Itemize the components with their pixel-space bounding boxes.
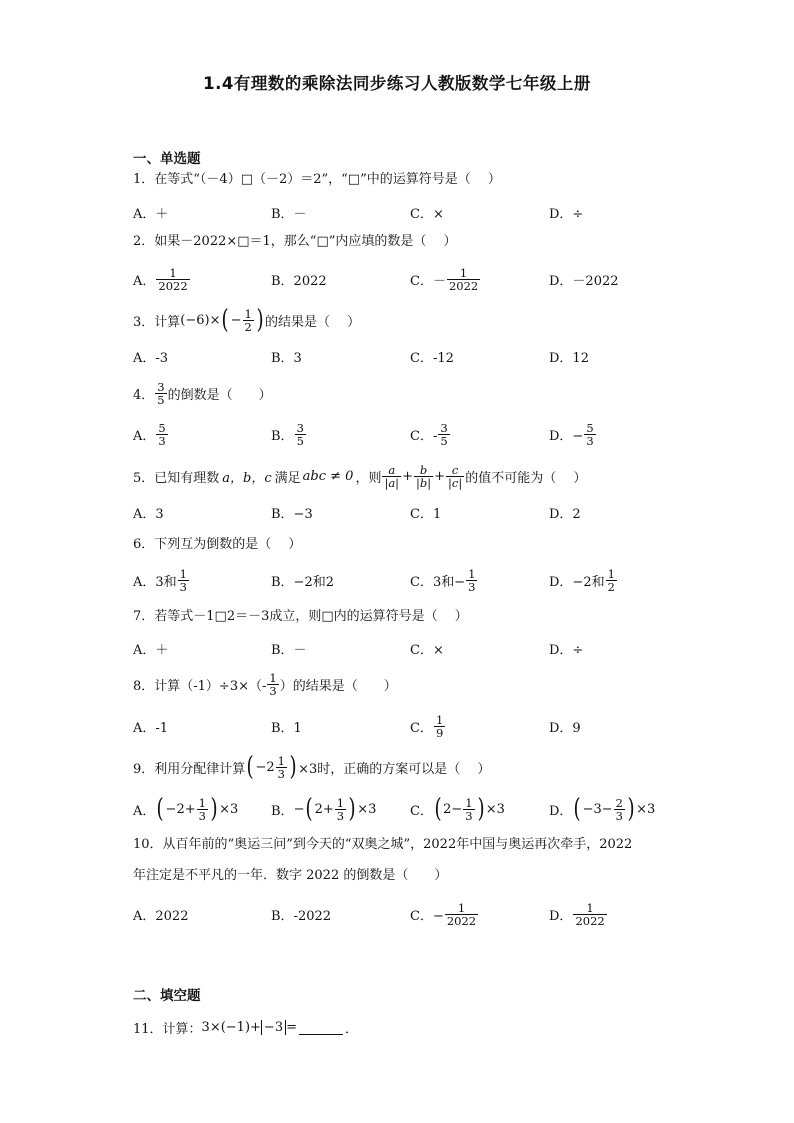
q2-option-c[interactable] (410, 264, 481, 294)
q11-stem-a: 11．计算： (133, 1021, 202, 1037)
q4-b-prefix: B． (271, 428, 294, 444)
q3-stem-b: (−6)× (180, 312, 221, 328)
left-paren: ( (156, 794, 165, 824)
q2-option-b[interactable]: B．2022 (271, 273, 327, 289)
q4-d-prefix: D．− (549, 428, 584, 444)
q10-option-b[interactable]: B．-2022 (271, 908, 332, 924)
q9-c-fraction (463, 797, 474, 822)
q10-d-fraction (573, 902, 606, 927)
q3-fraction (243, 308, 254, 333)
q3-stem-c: − (230, 312, 242, 328)
q7-option-d[interactable]: D．÷ (549, 642, 584, 658)
q9-den: 3 (277, 766, 285, 781)
question-7-stem: 7．若等式－1□2＝－3成立，则□内的运算符号是（ ） (133, 609, 468, 624)
q6-option-c[interactable] (410, 565, 478, 595)
q2-a-prefix: A． (133, 273, 156, 289)
q9-a-tail: ×3 (219, 801, 239, 817)
q5-fc-num: c (451, 462, 459, 477)
q10-option-a[interactable]: A．2022 (133, 908, 189, 924)
question-7-options (133, 633, 693, 663)
right-paren: ) (477, 794, 485, 824)
q6-option-a[interactable] (133, 565, 190, 595)
q2-a-fraction (156, 267, 189, 292)
q9-option-a[interactable] (133, 794, 238, 824)
q6-c-text: C．3和− (410, 574, 466, 590)
q5-option-b[interactable]: B．−3 (271, 506, 313, 522)
question-8-options (133, 711, 693, 741)
q5-stem-d: 的值不可能为（ ） (465, 470, 587, 486)
left-paren: ( (305, 794, 314, 824)
q9-c-den: 3 (465, 808, 473, 823)
q7-option-b[interactable]: B．－ (271, 642, 307, 658)
right-paren: ) (256, 305, 264, 335)
q8-c-num: 1 (435, 712, 444, 727)
q3-option-a[interactable]: A．-3 (133, 350, 169, 366)
question-10-options (133, 899, 693, 929)
question-6-stem: 6．下列互为倒数的是（ ） (133, 537, 302, 552)
q4-stem-b: 的倒数是（ ） (167, 387, 272, 403)
q4-stem-a: 4． (133, 387, 155, 403)
q9-c-label: C． (410, 803, 433, 819)
q8-option-d[interactable]: D．9 (549, 720, 581, 736)
q9-d-label: D． (549, 803, 573, 819)
q9-option-b[interactable] (271, 794, 376, 824)
q8-fraction (267, 672, 278, 697)
q5-frac-c (446, 464, 464, 489)
q6-a-text: A．3和 (133, 574, 177, 590)
q2-c-den: 2022 (448, 278, 479, 293)
q9-d-fraction (614, 797, 625, 822)
q3-stem-a: 3．计算 (133, 314, 181, 330)
q4-b-num: 3 (296, 420, 304, 435)
q3-den: 2 (244, 319, 252, 334)
q4-a-den: 3 (158, 433, 166, 448)
question-1-stem: 1．在等式“（－4）□（－2）＝2”，“□”中的运算符号是（ ） (133, 172, 501, 187)
q1-option-d[interactable]: D．÷ (549, 206, 584, 222)
answer-blank[interactable] (299, 1020, 343, 1035)
q10-option-c[interactable] (410, 899, 479, 929)
question-1-options (133, 197, 693, 227)
right-paren: ) (289, 752, 297, 782)
q3-option-d[interactable]: D．12 (549, 350, 589, 366)
q6-c-fraction (466, 568, 477, 593)
q9-a-num: 1 (198, 795, 206, 810)
question-4-stem (133, 381, 272, 405)
q9-d-in: −3− (582, 801, 613, 817)
q8-stem-b: ）的结果是（ ） (279, 678, 397, 694)
q9-a-fraction (197, 797, 208, 822)
q9-b-den: 3 (336, 808, 345, 823)
q8-den: 3 (269, 683, 277, 698)
q8-option-a[interactable]: A．-1 (133, 720, 169, 736)
question-9-stem (133, 752, 491, 782)
q2-c-num: 1 (459, 265, 468, 280)
q5-frac-a (382, 464, 401, 489)
q5-option-a[interactable]: A．3 (133, 506, 164, 522)
q9-stem-in: −2 (255, 759, 275, 775)
q4-option-c[interactable] (410, 419, 451, 449)
q8-c-fraction (434, 714, 445, 739)
q6-d-fraction (606, 568, 617, 593)
q2-a-num: 1 (169, 265, 177, 280)
q3-option-c[interactable]: C．-12 (410, 350, 454, 366)
q4-d-num: 5 (586, 420, 594, 435)
left-paren: ( (246, 752, 254, 782)
q6-option-d[interactable] (549, 565, 618, 595)
question-5-stem (133, 464, 586, 488)
question-3-options (133, 341, 693, 371)
question-2-stem: 2．如果－2022×□＝1，那么“□”内应填的数是（ ） (133, 234, 457, 249)
q3-option-b[interactable]: B．3 (271, 350, 302, 366)
q4-b-den: 5 (296, 433, 304, 448)
q5-fa-num: a (388, 462, 396, 477)
q4-c-fraction (438, 422, 449, 447)
question-10-stem-line2: 年注定是不平凡的一年．数字 2022 的倒数是（ ） (133, 868, 448, 883)
q6-d-num: 1 (607, 566, 615, 581)
q10-d-prefix: D． (549, 908, 573, 924)
q1-option-c[interactable]: C．× (410, 206, 444, 222)
q1-option-a[interactable]: A．＋ (133, 206, 169, 222)
q4-den: 5 (157, 392, 165, 407)
q5-frac-b (414, 464, 433, 489)
q4-a-fraction (156, 422, 167, 447)
q9-option-d[interactable] (549, 794, 655, 824)
page-title: 1.4有理数的乘除法同步练习人教版数学七年级上册 (203, 74, 591, 93)
q6-c-den: 3 (468, 579, 476, 594)
q4-c-num: 3 (440, 420, 448, 435)
q2-option-d[interactable]: D．－2022 (549, 273, 619, 289)
q10-c-prefix: C．− (410, 908, 444, 924)
q9-stem-b: ×3时，正确的方案可以是（ ） (298, 761, 491, 777)
q1-option-b[interactable]: B．－ (271, 206, 307, 222)
q5-vars: a，b，c (222, 470, 272, 486)
q8-stem-a: 8．计算（-1）÷3×（- (133, 678, 267, 694)
q4-a-num: 5 (158, 420, 166, 435)
q4-option-d[interactable] (549, 419, 597, 449)
q10-d-den: 2022 (575, 913, 605, 928)
q4-option-b[interactable] (271, 419, 307, 449)
q10-option-d[interactable] (549, 899, 608, 929)
q7-option-a[interactable]: A．＋ (133, 642, 169, 658)
q6-a-num: 1 (179, 566, 187, 581)
q4-d-den: 3 (586, 433, 594, 448)
q11-abs-value: −3 (261, 1020, 286, 1035)
question-2-options (133, 264, 693, 294)
q9-d-tail: ×3 (636, 801, 656, 817)
section-fill-in: 二、填空题 (133, 988, 201, 1004)
q4-a-prefix: A． (133, 428, 156, 444)
question-9-options (133, 794, 693, 824)
left-paren: ( (573, 794, 582, 824)
q8-num: 1 (269, 670, 277, 685)
q5-fb-den: |b| (415, 475, 432, 490)
q5-condition: abc ≠ 0 (302, 468, 354, 484)
q8-c-den: 9 (435, 725, 444, 740)
q4-option-a[interactable] (133, 419, 169, 449)
q3-stem-d: 的结果是（ ） (265, 314, 361, 330)
right-paren: ) (627, 794, 635, 824)
q9-a-label: A． (133, 803, 156, 819)
q6-d-den: 2 (607, 579, 615, 594)
q11-end: ． (345, 1021, 359, 1037)
q4-fraction (155, 381, 166, 406)
q3-num: 1 (244, 306, 252, 321)
q5-option-d[interactable]: D．2 (549, 506, 581, 522)
q9-c-tail: ×3 (485, 801, 505, 817)
plus-sign: + (434, 468, 445, 484)
question-4-options (133, 419, 693, 449)
q6-a-fraction (178, 568, 189, 593)
q10-d-num: 1 (586, 900, 594, 915)
q6-a-den: 3 (179, 579, 187, 594)
q5-option-c[interactable]: C．1 (410, 506, 442, 522)
q5-fb-num: b (419, 462, 428, 477)
q4-num: 3 (157, 379, 165, 394)
q9-b-num: 1 (336, 795, 345, 810)
q9-b-pre: − (293, 801, 305, 817)
left-paren: ( (434, 794, 442, 824)
q5-stem-c: ，则 (355, 470, 382, 486)
q10-c-den: 2022 (446, 913, 477, 928)
question-8-stem (133, 672, 397, 696)
q4-c-prefix: C．- (410, 428, 438, 444)
q7-option-c[interactable]: C．× (410, 642, 444, 658)
q6-c-num: 1 (468, 566, 476, 581)
q10-c-num: 1 (457, 900, 466, 915)
q9-c-num: 1 (465, 795, 473, 810)
q6-d-text: D．−2和 (549, 574, 605, 590)
question-6-options (133, 565, 693, 595)
q8-option-b[interactable]: B．1 (271, 720, 302, 736)
right-paren: ) (348, 794, 356, 824)
q9-b-fraction (335, 797, 346, 822)
q2-option-a[interactable] (133, 264, 191, 294)
question-5-options (133, 497, 693, 527)
q5-stem-a: 5．已知有理数 (133, 470, 220, 486)
section-single-choice: 一、单选题 (133, 151, 201, 167)
q9-a-in: −2+ (165, 801, 196, 817)
plus-sign: + (402, 468, 413, 484)
q5-fa-den: |a| (384, 475, 400, 490)
q9-option-c[interactable] (410, 794, 505, 824)
q11-expr: 3×(−1)+ (201, 1019, 261, 1035)
q6-option-b[interactable]: B．−2和2 (271, 574, 334, 590)
q2-c-prefix: C．－ (410, 273, 446, 289)
q11-equals: = (286, 1019, 297, 1035)
q9-b-label: B． (271, 803, 294, 819)
q2-a-den: 2022 (158, 278, 188, 293)
q5-fc-den: |c| (448, 475, 463, 490)
q9-d-num: 2 (615, 795, 623, 810)
question-11-stem (133, 1015, 358, 1039)
q9-b-in: 2+ (314, 801, 334, 817)
q9-fraction (276, 755, 287, 780)
q8-option-c[interactable] (410, 711, 446, 741)
question-3-stem (133, 305, 361, 335)
q8-c-prefix: C． (410, 720, 433, 736)
left-paren: ( (222, 305, 230, 335)
q9-b-tail: ×3 (357, 801, 377, 817)
q4-d-fraction (584, 422, 595, 447)
right-paren: ) (210, 794, 218, 824)
q10-c-fraction (445, 902, 478, 927)
q9-stem-a: 9．利用分配律计算 (133, 761, 246, 777)
question-10-stem-line1: 10．从百年前的“奥运三问”到今天的“双奥之城”，2022年中国与奥运再次牵手，2022 (133, 837, 633, 852)
q9-num: 1 (277, 753, 285, 768)
q9-c-in: 2− (443, 801, 463, 817)
q2-c-fraction (447, 267, 480, 292)
q9-d-den: 3 (615, 808, 623, 823)
q5-stem-b: 满足 (274, 470, 301, 486)
q9-a-den: 3 (198, 808, 206, 823)
q4-c-den: 5 (440, 433, 448, 448)
q4-b-fraction (295, 422, 306, 447)
